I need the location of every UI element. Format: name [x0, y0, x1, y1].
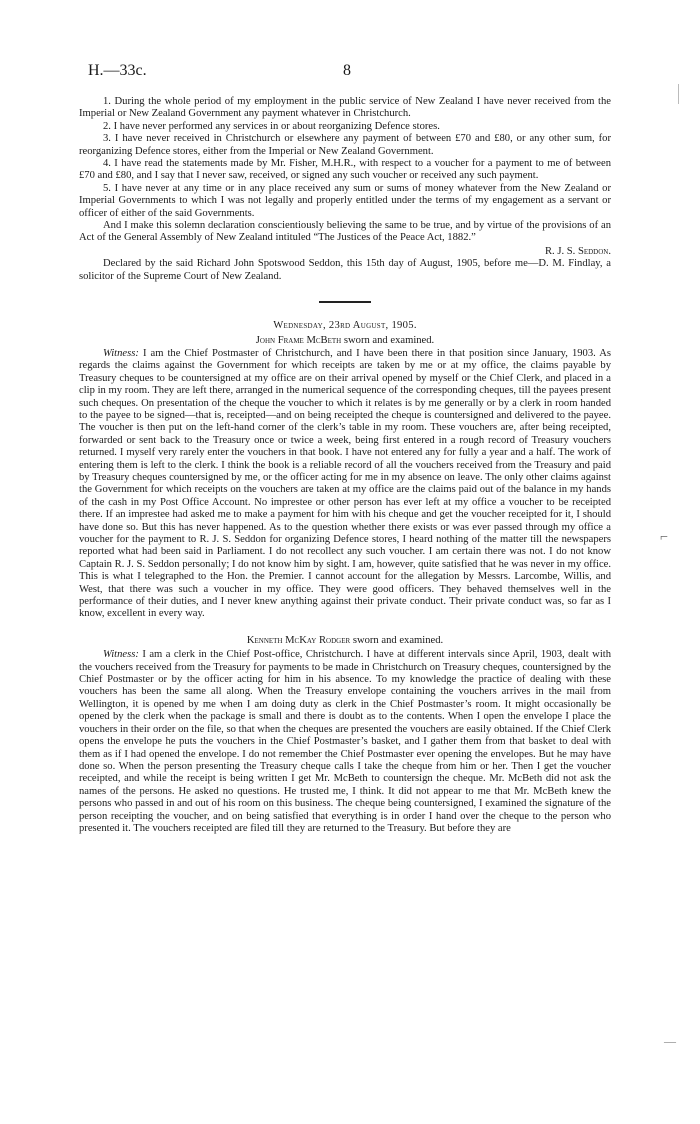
- declaration-paragraph-3: 3. I have never received in Christchurch or elsewhere any payment of between £70 and £80, or any other sum, for reorganizing Defence stores, either from the Imperial or New Zealand Government.: [79, 133, 611, 157]
- declaration-paragraph-5: 5. I have never at any time or in any place received any sum or sums of money whatever from the New Zealand or Imperial Governments to which I was not legally and properly entitled under the terms of my engagement as a servant or officer of either of the said Governments.: [79, 182, 611, 219]
- testimony-mcbeth: [79, 348, 611, 621]
- margin-mark: —: [664, 1034, 676, 1048]
- witness-name: John Frame McBeth: [255, 334, 342, 346]
- margin-mark: [678, 84, 679, 104]
- testimony-rodger: [79, 649, 611, 835]
- declaration-paragraph-6: And I make this solemn declaration conscientiously believing the same to be true, and by virtue of the provisions of an Act of the General Assembly of New Zealand intituled “The Justices of the Peace Act, 1882.”: [79, 220, 611, 244]
- sworn-text: sworn and examined.: [343, 334, 435, 346]
- sworn-text: sworn and examined.: [352, 634, 444, 646]
- report-reference: H.—33c.: [88, 62, 147, 79]
- testimony-text: I am the Chief Postmaster of Christchurch, and I have been there in that position since January, 1903. As regards the claims against the Government for which receipts are taken by me or at my office, the claims payable by Treasury cheques to be countersigned at my office are on their arrival opened by myself or the Chief Clerk, and placed in a clip in my room. They are left there, arranged in the numerical sequence of the corresponding cheques, till the payees present such cheques. On presentation of the cheque the voucher to which it relates is by me generally or by a clerk in room handed to the payee to be signed—that is, receipted—and on being receipted the cheque is countersigned and delivered to the payee. The voucher is then put on the left-hand corner of the clerk’s table in my room. These vouchers are, after being receipted, forwarded or sent back to the Treasury once or twice a week, being first entered in a rough record of Treasury vouchers returned. I myself very rarely enter the vouchers in that book. I have not entered any for fully a year and a half. The work of entering them is left to the clerk. I think the book is a reliable record of all the vouchers received from the Treasury and paid by Treasury cheques countersigned by me, or the officer acting for me in my absence on leave. The only other claims against the Government for which receipts on the vouchers are taken at my office are the claims paid out of the balance in my hands of the cash in my Post Office Account. No imprestee or other person has ever left at my office a voucher to be receipted there. If an imprestee had asked me to make a payment for him with his cheque and get the voucher receipted for it, I should have done so. But this has never happened. As to the question whether there exists or was ever passed through my office a voucher for the payment to R. J. S. Seddon for organizing Defence stores, I heard nothing of the matter till the newspapers reported what had been said in Parliament. I do not recollect any such voucher. I am certain there was not. I do not know Captain R. J. S. Seddon personally; I do not know him by sight. I am, however, quite satisfied that he was never in my office. This is what I telegraphed to the Hon. the Premier. I cannot account for the allegation by Messrs. Larcombe, Willis, and West, that there was such a voucher in my office. They were good officers. They behaved themselves well in the performance of their duties, and I never knew anything against their private conduct. Their private conduct was, so far as I know, excellent in every way.: [79, 347, 611, 620]
- declaration-paragraph-4: 4. I have read the statements made by Mr. Fisher, M.H.R., with respect to a voucher for a payment to me of between £70 and £80, and I say that I never saw, received, or signed any such voucher or received any such payment.: [79, 158, 611, 182]
- witness-heading-mcbeth: [79, 335, 611, 347]
- section-divider: [319, 301, 371, 303]
- declaration-paragraph-1: 1. During the whole period of my employment in the public service of New Zealand I have never received from the Imperial or New Zealand Government any payment whatever in Christchurch.: [79, 96, 611, 120]
- declared-before: Declared by the said Richard John Spotswood Seddon, this 15th day of August, 1905, before me—D. M. Findlay, a solicitor of the Supreme Court of New Zealand.: [79, 258, 611, 282]
- testimony-text: I am a clerk in the Chief Post-office, Christchurch. I have at different intervals since April, 1903, dealt with the vouchers received from the Treasury for payments to be made in Christchurch on Treasury cheques, countersigned by the Chief Postmaster or by the officer acting for him in his absence. To my knowledge the practice of dealing with these vouchers has been the same all along. When the Treasury envelope containing the vouchers arrives in the mail from Wellington, it is opened by me when I am doing duty as clerk in the Chief Postmaster’s room. It might occasionally be opened by the clerk when the package is small and there is doubt as to the contents. When I open the envelope I place the vouchers in their order on the file, so that when the cheques are presented the vouchers are easily obtained. If the Chief Clerk opens the envelope he puts the vouchers in the Chief Postmaster’s basket, and I gather them from that basket to deal with them as if I had opened the envelope. I do not remember the Chief Postmaster ever opening the envelopes. But he may have done so. When the person presenting the Treasury cheque calls I take the cheque from him or her. Then I get the voucher receipted, and while the receipt is being written I get Mr. McBeth to countersign the cheque. Mr. McBeth did not ask the names of the persons. He asked no questions. He trusted me, I think. It did not appear to me that Mr. McBeth knew the persons who passed in and out of his room on this business. The cheque being countersigned, I examined the signature of the person receipting the voucher, and on being satisfied that everything is in order I hand over the cheque to the person who presented it. The vouchers receipted are filed till they are returned to the Treasury. But before they are: [79, 649, 612, 834]
- witness-name: Kenneth McKay Rodger: [246, 634, 351, 646]
- signature: R. J. S. Seddon.: [544, 245, 611, 257]
- witness-label: Witness:: [103, 347, 139, 359]
- page-number: 8: [343, 62, 351, 79]
- witness-heading-rodger: [79, 635, 611, 647]
- document-body: [79, 96, 611, 835]
- margin-mark: ⌐: [660, 530, 668, 545]
- witness-label: Witness:: [103, 649, 139, 661]
- declaration-paragraph-2: 2. I have never performed any services in or about reorganizing Defence stores.: [103, 120, 440, 132]
- date-heading: Wednesday, 23rd August, 1905.: [273, 320, 417, 332]
